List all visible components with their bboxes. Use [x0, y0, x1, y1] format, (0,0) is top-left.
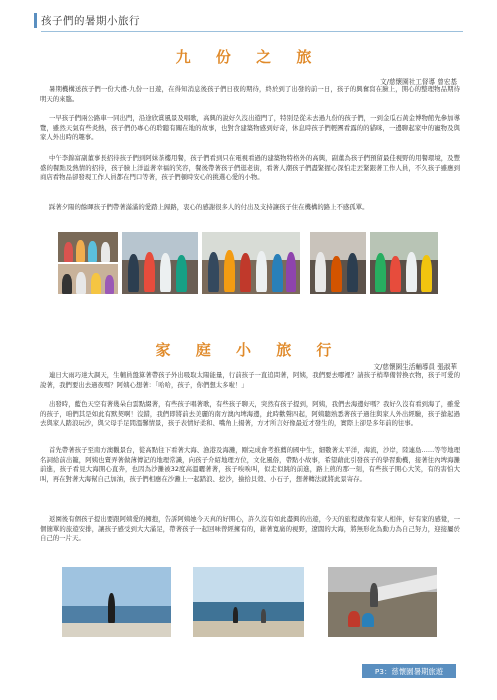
section2-paragraph: 返園後有個孩子提出要跟阿姨愛的擁抱，告訴阿姨她今天真的好開心，許久沒有如此盡興的出遊，今天的旅程就像有家人相伴，好有家的感覺，一個簡單的旅遊安排，讓孩子感受到大大滿足，帶著孩子一起回味曾經擁有的，藉著寬廣的視野，遼闊的大海，將無形化為動力為自己努力，迎接屬於自己的一片天。	[40, 515, 460, 543]
page-number-badge	[362, 664, 456, 678]
section1-paragraph: 一早孩子們兩公路車一同出門，沿途欣賞風景及唱歌，高興的說好久沒出遊門了，特別是從未去過九份的孩子們，一到金瓜石黃金博物館先參加導覽，雖然天氣有些炎熱，孩子們仍專心的聆聽有關在地的故事，也對含建築物感到好奇，休息時孩子們輕團看露的的貓咪，一邊聊起家中的寵物及與家人外出時的趣事。	[40, 114, 460, 142]
footer-label: P3：慈懷園暑期旅遊	[374, 667, 444, 676]
section1-byline: 文/慈懷園社工督導 曾宏基	[380, 78, 457, 86]
header-divider	[41, 31, 463, 32]
group-photo	[58, 264, 118, 294]
group-photo	[370, 232, 438, 294]
beach-photo	[62, 567, 171, 637]
page-header	[0, 10, 497, 32]
section1-paragraph: 中午李錦富副董事長招待孩子們到阿妹茶樓用餐，孩子們看到只在電視看過的建築物特格外的高興，副董為孩子們預留最佳視野的用餐環境，及豐盛的餐點及熱情的招待，孩子臉上洋溢著幸福的笑容，餐後帶著孩子們逛老街，看著人潮孩子們盡緊握心深怕走丟緊跟著工作人員，不久孩子雖應到商店看物品卻發現工作人員都在門口等著，孩子們頓時安心的挑選心愛的小物。	[40, 154, 460, 182]
header-accent-bar	[34, 13, 37, 28]
group-photo	[58, 232, 118, 262]
group-photo	[202, 232, 300, 294]
beach-photo	[193, 567, 304, 637]
section2-paragraph: 連日大雨巧達大調天，生輔員盤算著帶孩子外出吸取太陽能量，行前孩子一直追問著，阿姨，我們要去哪裡？請孩子梢準備替換衣物，孩子可愛的說著，我們要出去過夜嗎？阿姨心想著：「哈哈，孩子，你們想太多啦！」	[40, 371, 460, 389]
section1-paragraph: 暑期機構送孩子們一份大禮-九份一日遊，在得知消息後孩子們日夜的期待，終於到了出發的前一日，孩子的興奮寫在臉上，開心的整理物品期待明天的來臨。	[40, 85, 460, 103]
group-photo	[122, 232, 198, 294]
section2-paragraph: 首先帶著孩子至南方澳觀景台，從高點往下看著大海、漁港及海灘，剛完成會考推薦的國中生，細數著太平洋，海流，沙岸，陸連島……等等地理名詞給前出籠，阿姨也賣弄著做薄傳記的地理常識，向孩子介紹地理方位，文化風俗，帶點小故事，希望藉此引發孩子的學習動機，接著往內埤海灘前進，孩子看見大海開心直奔，也因為沙灘被32度高溫曬著著，孩子唉唉叫，似走似跳的前進，路上煎的那一刻，有些孩子開心大笑，有的害怕大叫，再在對著大海幫自己加油，孩子們相應在沙灘上一起踏浪、挖沙，撿拾貝殼、小石子，想著轉法就將此景寄存。	[40, 446, 460, 483]
header-title: 孩子們的暑期小旅行	[41, 15, 140, 27]
section1-paragraph: 踩著夕陽的餘暉孩子們帶著滿滿的愛踏上歸路，衷心的感謝很多人的付出及支持讓孩子住在機構的路上不感孤單。	[48, 203, 369, 211]
group-photo	[310, 232, 366, 294]
section1-photo-strip	[58, 232, 438, 294]
section2-byline: 文/慈懷園生活輔導員 張淑華	[373, 363, 457, 371]
section1-title: 九 份 之 旅	[175, 48, 322, 66]
section2-title: 家 庭 小 旅 行	[155, 341, 342, 359]
beach-photo	[328, 567, 437, 637]
section2-paragraph: 出發時，藍色天空有著幾朵白雲點綴著，有些孩子唱著歌，有些孩子聊天，突然有孩子提到，阿姨，我們去海邊好嗎？我好久沒有看到海了，雖愛的孩子，咱們其是如此有默契啊！沒錯，我們即將前去美麗的南方澳內埤海邊，此時歡聲四起，阿姨聽熟悉著孩子過往與家人外出經驗，孩子搶起過去與家人踏浪玩沙，與父母手足間溫馨情景，孩子表情好柔和、嘴角上揚著，方才所言好像最近才發生的，實際上卻是多年前的往事。	[40, 400, 460, 428]
